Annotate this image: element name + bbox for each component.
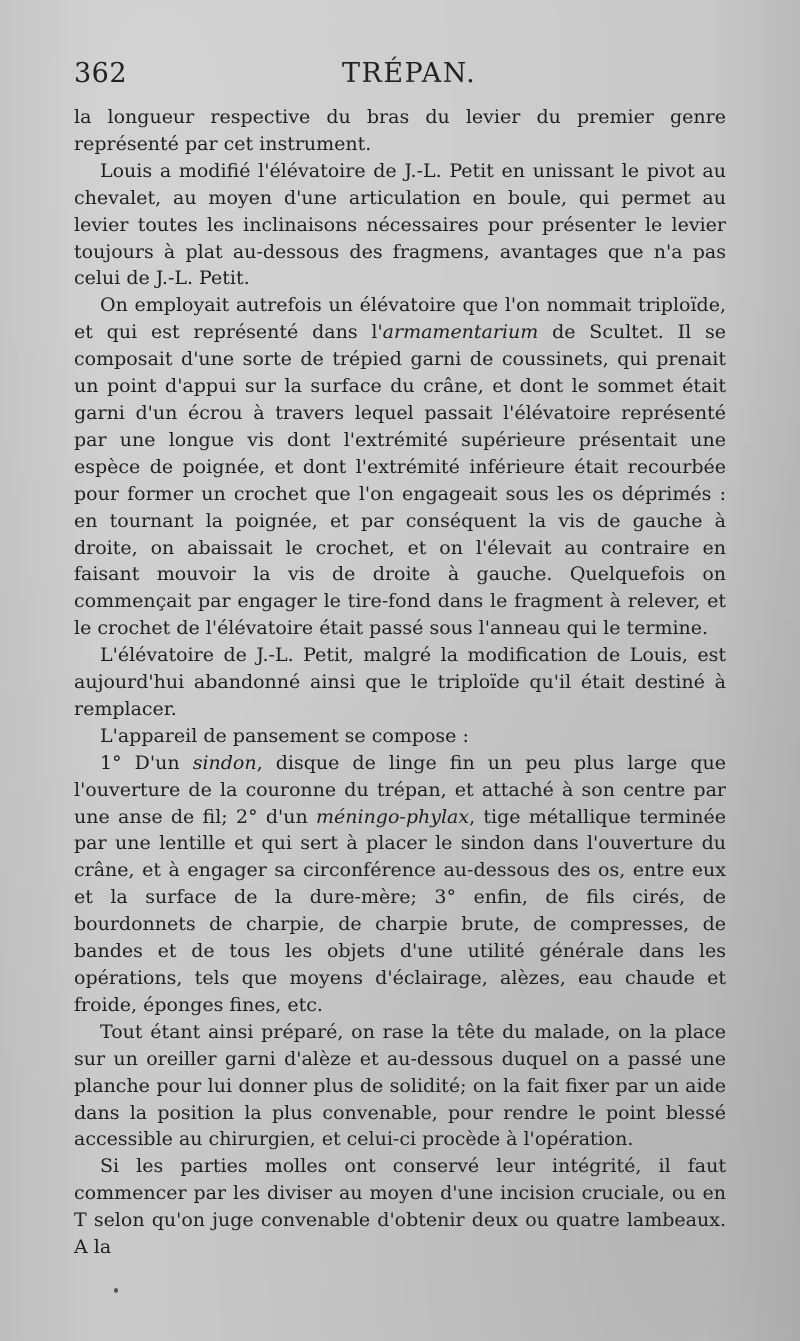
page-header xyxy=(74,58,726,98)
paragraph: L'élévatoire de J.-L. Petit, malgré la modification de Louis, est aujourd'hui abandonné ainsi que le triploïde qu'il était destiné à remplacer. xyxy=(74,644,726,720)
paragraph-text: 1° D'un xyxy=(100,751,193,774)
paragraph-text: , disque de linge fin un peu plus large que l'ouverture de la couronne du trépan, et attaché à son centre par une anse de fil; 2° d'un xyxy=(74,751,726,828)
paragraph: L'appareil de pansement se compose : xyxy=(100,724,469,747)
paragraph: Si les parties molles ont conservé leur intégrité, il faut commencer par les diviser au moyen d'une incision cruciale, ou en T selon qu'on juge convenable d'obtenir deux ou quatre lambeaux. A la xyxy=(74,1155,726,1259)
paragraph xyxy=(74,292,726,642)
running-head: TRÉPAN. xyxy=(342,58,477,89)
ink-speck xyxy=(114,1288,118,1293)
italic-term: méningo-phylax xyxy=(316,805,470,828)
paragraph: la longueur respective du bras du levier du premier genre représenté par cet instrument. xyxy=(74,106,726,155)
paragraph: Tout étant ainsi préparé, on rase la tête du malade, on la place sur un oreiller garni d'alèze et au-dessous duquel on a passé une planche pour lui donner plus de solidité; on la fait fixer par un aide dans la position la plus convenable, pour rendre le point blessé accessible au chirurgien, et celui-ci procède à l'opération. xyxy=(74,1020,726,1151)
body-text xyxy=(74,104,726,1261)
italic-term: armamentarium xyxy=(382,321,539,344)
italic-term: sindon xyxy=(192,751,257,774)
paragraph-text: de Scultet. Il se composait d'une sorte de trépied garni de coussinets, qui prenait un point d'appui sur la surface du crâne, et dont le sommet était garni d'un écrou à travers lequel passait l'élévatoire représenté par une longue vis dont l'extrémité supérieure présentait une espèce de poignée, et dont l'extrémité inférieure était recourbée pour former un crochet que l'on engageait sous les os déprimés : en tournant la poignée, et par conséquent la vis de gauche à droite, on abaissait le crochet, et on l'élevait au contraire en faisant mouvoir la vis de droite à gauche. Quelquefois on commençait par engager le tire-fond dans le fragment à relever, et le crochet de l'élévatoire était passé sous l'anneau qui le termine. xyxy=(74,321,726,640)
paragraph-text: On employait autrefois un élévatoire que l'on nommait triploïde, et qui est représenté dans l' xyxy=(74,294,726,344)
paragraph: Louis a modifié l'élévatoire de J.-L. Petit en unissant le pivot au chevalet, au moyen d'une articulation en boule, qui permet au levier toutes les inclinaisons nécessaires pour présenter le levier toujours à plat au-dessous des fragmens, avantages que n'a pas celui de J.-L. Petit. xyxy=(74,159,726,290)
paragraph xyxy=(74,750,726,1019)
paragraph-text: , tige métallique terminée par une lentille et qui sert à placer le sindon dans l'ouverture du crâne, et à engager sa circonférence au-dessous des os, entre eux et la surface de la dure-mère; 3° enfin, de fils cirés, de bourdonnets de charpie, de charpie brute, de compresses, de bandes et de tous les objets d'une utilité générale dans les opérations, tels que moyens d'éclairage, alèzes, eau chaude et froide, éponges fines, etc. xyxy=(74,805,726,1016)
page-number: 362 xyxy=(74,58,128,89)
